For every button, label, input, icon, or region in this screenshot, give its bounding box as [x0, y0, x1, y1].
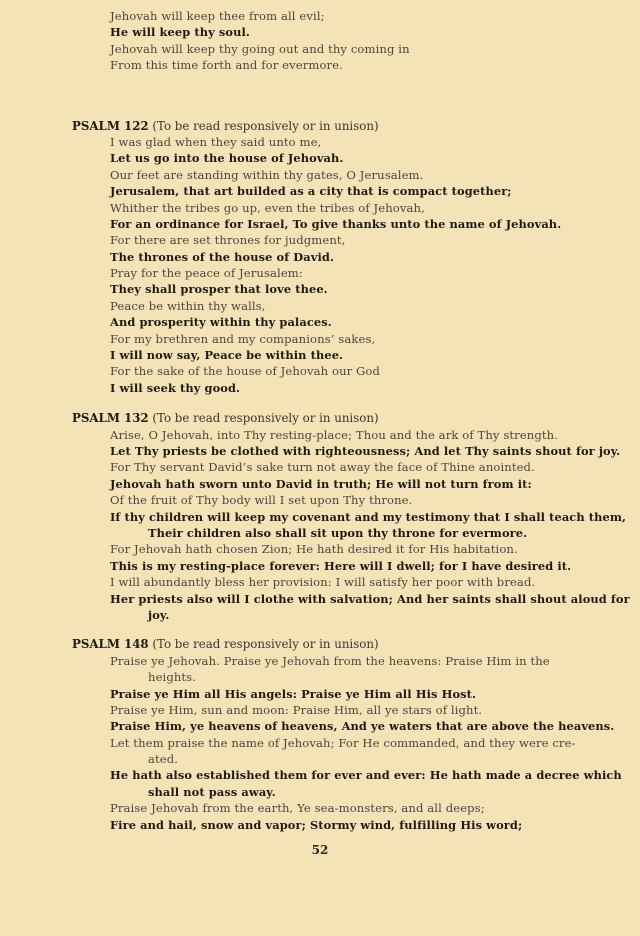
response-line: joy.	[148, 607, 170, 622]
reading-line: Peace be within thy walls,	[110, 298, 266, 313]
response-line: Their children also shall sit upon thy throne for evermore.	[148, 525, 528, 540]
reading-line: For there are set thrones for judgment,	[110, 233, 346, 248]
response-line: Fire and hail, snow and vapor; Stormy wind, fulfilling His word;	[110, 817, 523, 832]
response-line: The thrones of the house of David.	[110, 249, 335, 264]
response-line: He hath also established them for ever and ever: He hath made a decree which	[110, 768, 622, 783]
reading-line: Whither the tribes go up, even the tribes of Jehovah,	[110, 200, 425, 215]
psalm-number: PSALM 148	[72, 637, 149, 652]
reading-line: I will abundantly bless her provision: I will satisfy her poor with bread.	[110, 575, 536, 590]
response-line: shall not pass away.	[148, 784, 276, 799]
reading-line: For my brethren and my companions’ sakes,	[110, 331, 376, 346]
response-line: Praise ye Him all His angels: Praise ye Him all His Host.	[110, 686, 477, 701]
reading-line: For the sake of the house of Jehovah our God	[110, 364, 381, 379]
reading-line: Praise ye Him, sun and moon: Praise Him, all ye stars of light.	[110, 702, 483, 717]
reading-line: Let them praise the name of Jehovah; For He commanded, and they were cre-	[110, 735, 576, 750]
reading-line: Praise ye Jehovah. Praise ye Jehovah from the heavens: Praise Him in the	[110, 653, 550, 668]
reading-line: Pray for the peace of Jerusalem:	[110, 266, 303, 281]
response-line: Her priests also will I clothe with salvation; And her saints shall shout aloud for	[110, 591, 630, 606]
reading-line: Of the fruit of Thy body will I set upon Thy throne.	[110, 493, 413, 508]
psalm-number: PSALM 132	[72, 411, 149, 426]
page-number: 52	[311, 843, 329, 857]
response-line: Let us go into the house of Jehovah.	[110, 151, 344, 166]
reading-instruction: (To be read responsively or in unison)	[152, 637, 379, 652]
reading-line: For Jehovah hath chosen Zion; He hath desired it for His habitation.	[110, 542, 518, 557]
response-line: I will seek thy good.	[110, 380, 241, 395]
psalm-number: PSALM 122	[72, 118, 149, 133]
response-line: Jerusalem, that art builded as a city that is compact together;	[110, 184, 512, 199]
reading-instruction: (To be read responsively or in unison)	[152, 118, 379, 133]
reading-line: heights.	[148, 670, 197, 685]
response-line: He will keep thy soul.	[110, 25, 250, 40]
response-line: This is my resting-place forever: Here will I dwell; for I have desired it.	[110, 558, 572, 573]
response-line: If thy children will keep my covenant and my testimony that I shall teach them,	[110, 509, 627, 524]
psalm-heading	[0, 636, 640, 652]
response-line: For an ordinance for Israel, To give thanks unto the name of Jehovah.	[110, 216, 562, 231]
psalm-section	[0, 410, 640, 623]
psalm-section	[0, 118, 640, 397]
psalm-section	[0, 636, 640, 833]
reading-line: For Thy servant David’s sake turn not away the face of Thine anointed.	[110, 460, 535, 475]
continued-text	[0, 8, 640, 74]
reading-line: Arise, O Jehovah, into Thy resting-place; Thou and the ark of Thy strength.	[110, 427, 558, 442]
reading-line: From this time forth and for evermore.	[110, 58, 343, 73]
reading-line: Our feet are standing within thy gates, O Jerusalem.	[110, 167, 424, 182]
response-line: Let Thy priests be clothed with righteousness; And let Thy saints shout for joy.	[110, 444, 621, 459]
psalm-heading	[0, 410, 640, 426]
reading-line: ated.	[148, 752, 179, 767]
psalm-heading	[0, 118, 640, 134]
document-page	[0, 8, 640, 833]
response-line: Praise Him, ye heavens of heavens, And ye waters that are above the heavens.	[110, 719, 615, 734]
reading-line: Praise Jehovah from the earth, Ye sea-monsters, and all deeps;	[110, 801, 485, 816]
reading-line: I was glad when they said unto me,	[110, 134, 322, 149]
reading-line: Jehovah will keep thee from all evil;	[110, 9, 325, 23]
response-line: Jehovah hath sworn unto David in truth; He will not turn from it:	[110, 476, 532, 491]
reading-line: Jehovah will keep thy going out and thy coming in	[110, 41, 410, 56]
reading-instruction: (To be read responsively or in unison)	[152, 411, 379, 426]
response-line: I will now say, Peace be within thee.	[110, 348, 344, 363]
response-line: They shall prosper that love thee.	[110, 282, 328, 297]
response-line: And prosperity within thy palaces.	[110, 315, 332, 330]
